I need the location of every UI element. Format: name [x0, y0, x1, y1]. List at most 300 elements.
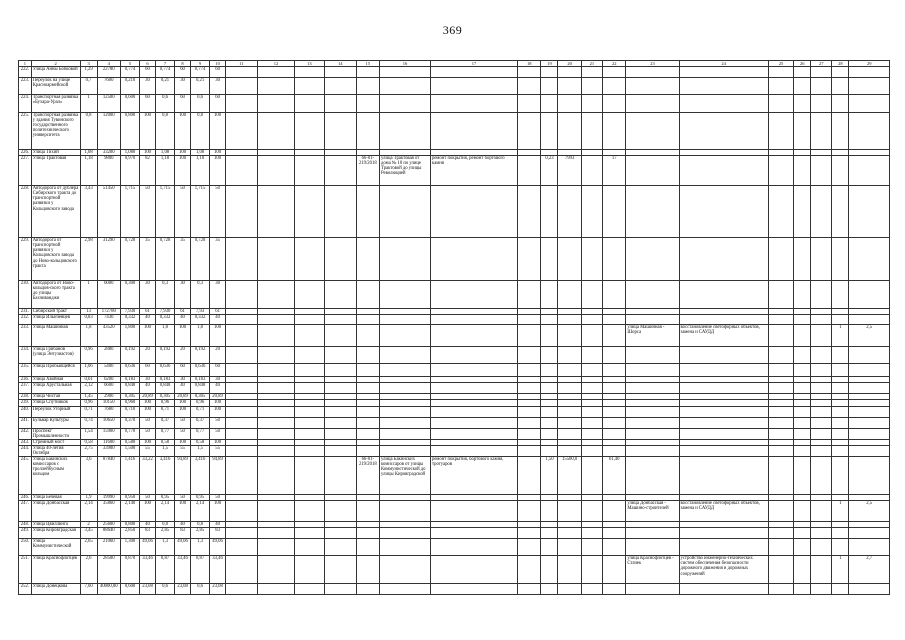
table-cell: 0,183 [155, 377, 174, 383]
table-cell [679, 584, 768, 595]
table-cell: 242. [19, 428, 32, 439]
table-cell [832, 417, 849, 428]
table-cell: 0,21 [155, 78, 174, 95]
table-cell [356, 364, 379, 377]
table-cell [226, 501, 258, 522]
table-cell [768, 78, 793, 95]
table-cell [257, 556, 294, 584]
table-cell [431, 428, 518, 439]
table-cell: 229. [19, 238, 32, 281]
table-cell [581, 584, 602, 595]
table-cell [295, 406, 325, 417]
table-cell: 241. [19, 417, 32, 428]
table-cell: 33,46 [175, 556, 191, 584]
table-cell: 0,95 [155, 495, 174, 501]
table-cell [541, 556, 558, 584]
table-cell [226, 315, 258, 325]
table-cell: 9800 [97, 156, 120, 186]
table-cell [626, 383, 679, 394]
table-cell: 1,500 [120, 445, 139, 456]
table-cell [849, 315, 890, 325]
table-cell: 2,85 [155, 528, 174, 539]
table-cell: 0,6 [155, 95, 174, 113]
column-header: 27 [811, 61, 832, 67]
table-cell [603, 556, 626, 584]
table-cell [811, 501, 832, 522]
table-cell [849, 281, 890, 309]
table-cell: 226. [19, 150, 32, 156]
table-cell: Стремный мост [31, 439, 80, 445]
table-cell: 21060 [97, 539, 120, 556]
table-cell [295, 417, 325, 428]
table-cell: 250. [19, 539, 32, 556]
table-cell: 60 [210, 95, 226, 113]
table-cell: 49,06 [140, 539, 156, 556]
table-cell [324, 501, 356, 522]
table-cell: 60 [175, 95, 191, 113]
table-cell [768, 281, 793, 309]
table-cell: 1 [80, 281, 97, 309]
table-cell [356, 113, 379, 150]
table-cell: 0,37 [191, 417, 210, 428]
table-cell [295, 281, 325, 309]
table-cell: 0,6 [155, 584, 174, 595]
table-cell [832, 406, 849, 417]
table-cell [581, 539, 602, 556]
table-cell: 0,728 [191, 238, 210, 281]
table-cell: 238. [19, 394, 32, 400]
table-cell: Проспект Промышленности [31, 428, 80, 439]
table-cell [679, 156, 768, 186]
table-cell [811, 539, 832, 556]
table-cell [832, 67, 849, 78]
table-cell: 1,5 [155, 445, 174, 456]
column-header: 13 [295, 61, 325, 67]
table-cell [581, 67, 602, 78]
table-cell: 50 [140, 417, 156, 428]
table-cell [626, 364, 679, 377]
table-cell [603, 238, 626, 281]
table-cell [226, 445, 258, 456]
table-cell [295, 383, 325, 394]
table-cell: 3,6 [80, 457, 97, 495]
table-cell: 0,183 [120, 377, 139, 383]
table-cell [380, 556, 431, 584]
table-cell [431, 528, 518, 539]
table-cell [679, 113, 768, 150]
table-cell [356, 501, 379, 522]
table-cell [295, 501, 325, 522]
table-cell: 243. [19, 439, 32, 445]
table-cell [794, 281, 811, 309]
table-cell [518, 364, 541, 377]
table-cell: 30 [175, 78, 191, 95]
table-cell: 100 [140, 400, 156, 406]
table-cell [794, 156, 811, 186]
table-cell: Автодорога от Ново-кольцов-ского тракта до улицы Бахчиванджи [31, 281, 80, 309]
table-cell [380, 528, 431, 539]
table-cell [794, 539, 811, 556]
table-cell [679, 95, 768, 113]
table-cell [324, 67, 356, 78]
table-cell: 100 [175, 439, 191, 445]
table-cell [431, 325, 518, 347]
table-cell [380, 417, 431, 428]
table-cell: 40 [175, 315, 191, 325]
column-header: 24 [679, 61, 768, 67]
table-cell: 230. [19, 281, 32, 309]
table-cell [768, 528, 793, 539]
table-cell [832, 156, 849, 186]
table-cell [226, 325, 258, 347]
table-cell: 83 [175, 528, 191, 539]
column-header: 7 [155, 61, 174, 67]
table-cell: 0,332 [155, 315, 174, 325]
table-cell [518, 281, 541, 309]
table-cell [768, 186, 793, 238]
table-cell [380, 428, 431, 439]
table-cell [324, 325, 356, 347]
table-cell: 0,332 [191, 315, 210, 325]
table-cell: 20,89 [140, 394, 156, 400]
table-cell [811, 584, 832, 595]
table-cell [811, 315, 832, 325]
table-cell [380, 238, 431, 281]
table-cell: 49,06 [175, 539, 191, 556]
table-cell: 33200 [97, 150, 120, 156]
table-cell: Улица Кировградская [31, 528, 80, 539]
table-cell: 1,416 [120, 457, 139, 495]
table-row [19, 113, 890, 150]
table-cell [356, 428, 379, 439]
table-cell [768, 325, 793, 347]
table-cell: восстановление светофорных объектов, замена и САУДД [679, 501, 768, 522]
table-cell: 225. [19, 113, 32, 150]
table-cell [811, 556, 832, 584]
table-cell [811, 417, 832, 428]
table-cell [356, 406, 379, 417]
table-cell [603, 445, 626, 456]
table-cell: 0,848 [191, 383, 210, 394]
table-cell [541, 539, 558, 556]
table-cell: 0,8 [80, 113, 97, 150]
table-cell: 20,89 [175, 394, 191, 400]
table-cell: 100 [140, 325, 156, 347]
table-cell [356, 556, 379, 584]
column-header: 12 [257, 61, 294, 67]
table-cell [832, 383, 849, 394]
table-cell: 233. [19, 325, 32, 347]
table-cell [380, 281, 431, 309]
table-cell [257, 406, 294, 417]
table-cell [832, 445, 849, 456]
table-cell: 7,93 [191, 309, 210, 315]
table-cell [811, 445, 832, 456]
table-cell [356, 67, 379, 78]
table-cell [295, 186, 325, 238]
table-cell [431, 238, 518, 281]
table-cell [324, 445, 356, 456]
table-cell [626, 67, 679, 78]
table-cell: 30 [210, 281, 226, 309]
table-cell: Улица Хвойная [31, 377, 80, 383]
table-cell [581, 95, 602, 113]
table-cell: 1,29 [80, 67, 97, 78]
table-cell: 2,14 [80, 501, 97, 522]
table-cell [356, 325, 379, 347]
table-cell [257, 113, 294, 150]
table-cell [794, 78, 811, 95]
column-header: 1 [19, 61, 32, 67]
table-cell [811, 78, 832, 95]
table-cell [581, 325, 602, 347]
table-cell: 239. [19, 400, 32, 406]
table-cell: 40 [140, 522, 156, 528]
table-cell [356, 281, 379, 309]
table-cell [541, 113, 558, 150]
table-cell [257, 383, 294, 394]
table-cell [324, 78, 356, 95]
table-cell: 50 [210, 417, 226, 428]
table-cell: 2,65 [80, 539, 97, 556]
table-cell: Транспортная развязка «Бухара-Урал» [31, 95, 80, 113]
table-cell: 40 [210, 383, 226, 394]
table-cell [603, 113, 626, 150]
table-cell [226, 113, 258, 150]
table-cell [768, 417, 793, 428]
table-cell [518, 113, 541, 150]
table-cell: 2,14 [155, 501, 174, 522]
table-cell [380, 347, 431, 364]
table-cell: 100 [140, 439, 156, 445]
table-cell [626, 528, 679, 539]
table-cell: 0,8 [155, 522, 174, 528]
table-cell: 7600 [97, 78, 120, 95]
table-cell: 5400 [97, 364, 120, 377]
table-cell [324, 186, 356, 238]
table-cell [380, 383, 431, 394]
table-cell [257, 428, 294, 439]
table-cell [794, 315, 811, 325]
table-cell [768, 584, 793, 595]
table-cell: 0,636 [155, 364, 174, 377]
table-cell [295, 539, 325, 556]
table-cell: 0,728 [120, 238, 139, 281]
table-cell [431, 584, 518, 595]
table-cell [541, 347, 558, 364]
table-cell [558, 556, 581, 584]
table-cell [380, 501, 431, 522]
table-cell: 1 [832, 325, 849, 347]
table-cell [324, 383, 356, 394]
table-cell: 30 [175, 377, 191, 383]
table-cell [518, 428, 541, 439]
table-cell: 22780 [97, 67, 120, 78]
table-cell: 0,8 [191, 113, 210, 150]
table-cell [558, 428, 581, 439]
table-cell [581, 406, 602, 417]
table-cell [295, 315, 325, 325]
table-cell [626, 186, 679, 238]
table-cell [324, 156, 356, 186]
table-cell [794, 67, 811, 78]
table-cell: 0,636 [191, 364, 210, 377]
table-cell [356, 347, 379, 364]
table-cell: 235. [19, 364, 32, 377]
table-cell: Улица 40-летия Октября [31, 445, 80, 456]
table-cell [431, 67, 518, 78]
column-header: 29 [849, 61, 890, 67]
table-cell [849, 67, 890, 78]
table-cell [518, 406, 541, 417]
table-cell [257, 78, 294, 95]
table-cell [380, 325, 431, 347]
table-cell: устройство инженерно-технических систем обеспечения безопасности дорожного движения и дорожных сооружений [679, 556, 768, 584]
table-cell [832, 113, 849, 150]
table-cell [324, 281, 356, 309]
data-table [18, 60, 890, 595]
table-cell: 30 [210, 78, 226, 95]
table-cell [768, 383, 793, 394]
table-cell [603, 95, 626, 113]
table-cell [581, 347, 602, 364]
table-cell [380, 539, 431, 556]
table-cell: 10150 [97, 400, 120, 406]
table-cell [581, 428, 602, 439]
table-cell [849, 364, 890, 377]
table-cell: 35 [175, 238, 191, 281]
table-cell [380, 78, 431, 95]
table-cell [380, 445, 431, 456]
table-cell: 1,18 [191, 156, 210, 186]
table-cell: 0,192 [191, 347, 210, 364]
table-cell [431, 406, 518, 417]
table-cell [679, 406, 768, 417]
table-cell: 0,7 [80, 78, 97, 95]
table-cell [849, 347, 890, 364]
table-cell [581, 281, 602, 309]
table-cell: 0,3 [155, 281, 174, 309]
table-cell [811, 238, 832, 281]
table-cell [679, 539, 768, 556]
table-cell: восстановление светофорных объектов, замена и САУДД [679, 325, 768, 347]
table-cell [679, 383, 768, 394]
table-row [19, 584, 890, 595]
table-row [19, 67, 890, 78]
table-cell: 0,305 [155, 394, 174, 400]
table-cell [226, 186, 258, 238]
table-cell [832, 186, 849, 238]
table-cell: 1,18 [80, 156, 97, 186]
table-cell: Улица Краснофлотцев [31, 556, 80, 584]
table-cell [626, 406, 679, 417]
table-cell [849, 95, 890, 113]
table-cell: Улица Грибанов (улица Энтузиастов) [31, 347, 80, 364]
column-header: 11 [226, 61, 258, 67]
table-cell [257, 457, 294, 495]
table-cell [811, 428, 832, 439]
table-cell [849, 457, 890, 495]
table-cell [324, 556, 356, 584]
table-cell [626, 539, 679, 556]
table-cell [849, 584, 890, 595]
table-cell [541, 315, 558, 325]
table-cell [380, 186, 431, 238]
table-cell [832, 281, 849, 309]
table-cell [226, 238, 258, 281]
table-cell [257, 528, 294, 539]
table-cell: 20 [175, 347, 191, 364]
table-cell: ремонт покрытия, ремонт бортового камня [431, 156, 518, 186]
table-cell [811, 186, 832, 238]
table-cell: 10650 [97, 417, 120, 428]
table-cell [581, 238, 602, 281]
table-cell: Улица Донбасская [31, 501, 80, 522]
table-cell [257, 95, 294, 113]
table-cell: 0,580 [120, 439, 139, 445]
table-cell [558, 325, 581, 347]
table-cell: Бульвар Культуры [31, 417, 80, 428]
table-cell [257, 156, 294, 186]
table-cell: 50 [140, 186, 156, 238]
table-cell [541, 417, 558, 428]
table-cell [849, 113, 890, 150]
table-row [19, 156, 890, 186]
table-cell: 17 [603, 156, 626, 186]
table-cell: 1 [80, 95, 97, 113]
table-cell: 0,370 [120, 417, 139, 428]
table-cell [849, 539, 890, 556]
table-cell: 100 [175, 156, 191, 186]
column-header: 3 [80, 61, 97, 67]
table-cell [518, 584, 541, 595]
table-cell [518, 445, 541, 456]
table-cell [849, 406, 890, 417]
table-row [19, 406, 890, 417]
table-cell [679, 417, 768, 428]
table-cell: 20 [210, 347, 226, 364]
table-cell: Транспортная развязка у здания Тувинского государственного политехнического университета [31, 113, 80, 150]
table-cell: 61 [175, 309, 191, 315]
table-cell [811, 406, 832, 417]
page-number: 369 [442, 23, 463, 37]
table-cell [626, 315, 679, 325]
table-cell [431, 315, 518, 325]
table-cell: 33,46 [140, 556, 156, 584]
table-cell: 55 [140, 445, 156, 456]
table-cell [518, 238, 541, 281]
column-header: 23 [626, 61, 679, 67]
table-cell: 0,6 [191, 584, 210, 595]
table-cell [849, 417, 890, 428]
table-cell: 100 [140, 150, 156, 156]
table-cell [356, 78, 379, 95]
table-cell: 1,54 [80, 428, 97, 439]
table-cell [832, 457, 849, 495]
table-cell: Сибирский тракт [31, 309, 80, 315]
table-cell [541, 383, 558, 394]
table-cell: 1,8 [155, 325, 174, 347]
table-row [19, 238, 890, 281]
table-cell: 2880 [97, 347, 120, 364]
table-cell: 1,300 [120, 539, 139, 556]
table-cell: 1,715 [191, 186, 210, 238]
table-cell: 0,774 [191, 67, 210, 78]
table-cell: 232. [19, 315, 32, 325]
table-cell [794, 417, 811, 428]
table-cell: 1,3 [191, 539, 210, 556]
table-cell [257, 347, 294, 364]
